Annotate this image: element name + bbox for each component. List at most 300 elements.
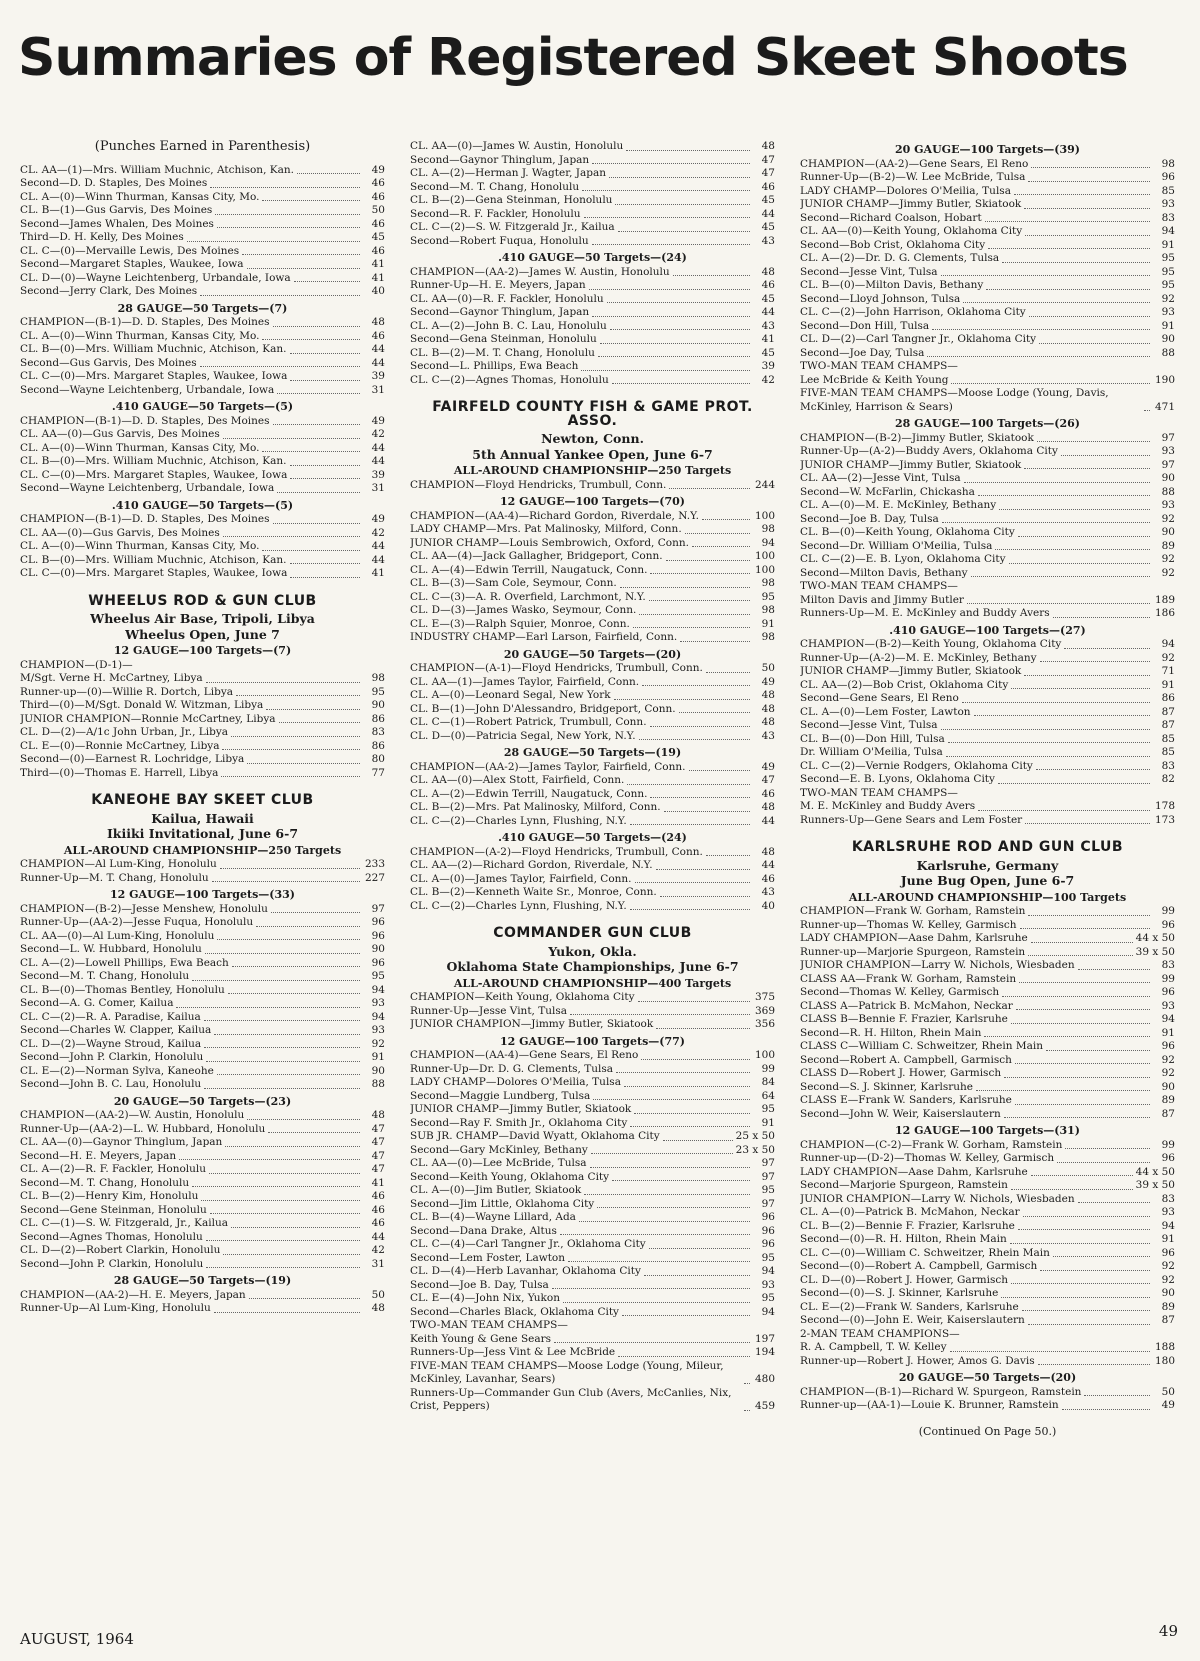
entry-text: JUNIOR CHAMP—Louis Sembrowich, Oxford, Conn. bbox=[410, 536, 689, 549]
result-entry bbox=[410, 1346, 775, 1360]
entry-text: Keith Young & Gene Sears bbox=[410, 1332, 552, 1345]
entry-score: 96 bbox=[761, 1238, 775, 1250]
club-location: Wheelus Air Base, Tripoli, Libya bbox=[90, 611, 315, 626]
dot-leader bbox=[1029, 316, 1150, 317]
entry-text: CL. C—(2)—R. A. Paradise, Kailua bbox=[20, 1010, 201, 1023]
dot-leader bbox=[627, 784, 750, 785]
result-entry bbox=[20, 713, 385, 727]
entry-score: 91 bbox=[761, 617, 775, 630]
dot-leader bbox=[1062, 1409, 1150, 1410]
dot-leader bbox=[201, 1200, 360, 1201]
entry-score: 84 bbox=[761, 1076, 775, 1088]
entry-score: 83 bbox=[1161, 959, 1175, 971]
result-entry bbox=[800, 1301, 1175, 1315]
result-entry bbox=[20, 231, 385, 245]
entry-score: 97 bbox=[1161, 458, 1175, 471]
dot-leader bbox=[179, 1159, 360, 1160]
result-entry bbox=[20, 245, 385, 259]
entry-text: CL. D—(2)—Robert Clarkin, Honolulu bbox=[20, 1244, 221, 1256]
result-entry bbox=[800, 1081, 1175, 1095]
dot-leader bbox=[1025, 235, 1150, 236]
section-heading: 12 GAUGE—100 Targets—(70) bbox=[500, 495, 685, 508]
entry-text: CL. D—(3)—James Wasko, Seymour, Conn. bbox=[410, 604, 637, 616]
entry-score: 99 bbox=[1161, 972, 1175, 985]
dot-leader bbox=[231, 736, 360, 737]
entry-text: CHAMPION—Keith Young, Oklahoma City bbox=[410, 991, 635, 1003]
entry-score: 96 bbox=[761, 1211, 775, 1223]
entry-text: CL. B—(0)—Don Hill, Tulsa bbox=[800, 732, 945, 745]
entry-text: FIVE-MAN TEAM CHAMPS—Moose Lodge (Young, Davis, McKinley, Harrison & Sears) bbox=[800, 387, 1109, 413]
dot-leader bbox=[209, 1173, 360, 1174]
result-entry bbox=[800, 1355, 1175, 1369]
result-entry bbox=[20, 1163, 385, 1177]
dot-leader bbox=[649, 600, 750, 601]
dot-leader bbox=[620, 587, 750, 588]
entry-score: 94 bbox=[371, 1010, 385, 1023]
dot-leader bbox=[1028, 915, 1150, 916]
entry-text: Runner-up—(AA-1)—Louie K. Brunner, Ramstein bbox=[800, 1399, 1059, 1411]
entry-text: CL. AA—(2)—Bob Crist, Oklahoma City bbox=[800, 678, 1009, 691]
entry-score: 46 bbox=[761, 180, 775, 193]
result-entry bbox=[410, 347, 775, 361]
dot-leader bbox=[1078, 1202, 1150, 1203]
dot-leader bbox=[656, 1028, 750, 1029]
entry-score: 94 bbox=[761, 1305, 775, 1318]
dot-leader bbox=[262, 550, 360, 551]
result-entry bbox=[20, 984, 385, 998]
entry-text: CL. AA—(1)—Mrs. William Muchnic, Atchison, Kan. bbox=[20, 163, 294, 176]
result-entry bbox=[800, 374, 1175, 388]
result-entry bbox=[410, 208, 775, 222]
dot-leader bbox=[1011, 1189, 1133, 1190]
entry-text: CL. C—(2)—S. W. Fitzgerald Jr., Kailua bbox=[410, 221, 615, 233]
entry-text: TWO-MAN TEAM CHAMPS— bbox=[800, 786, 958, 799]
result-entry bbox=[410, 1292, 775, 1306]
result-entry bbox=[20, 540, 385, 554]
entry-text: CL. A—(0)—Lem Foster, Lawton bbox=[800, 705, 971, 718]
entry-text: CL. C—(0)—Mrs. Margaret Staples, Waukee, Iowa bbox=[20, 468, 288, 481]
entry-text: CHAMPION—(B-2)—Keith Young, Oklahoma City bbox=[800, 638, 1062, 650]
dot-leader bbox=[247, 1119, 360, 1120]
dot-leader bbox=[692, 546, 750, 547]
entry-score: 83 bbox=[1161, 211, 1175, 224]
entry-text: CHAMPION—(B-2)—Jesse Menshew, Honolulu bbox=[20, 902, 268, 915]
dot-leader bbox=[582, 190, 750, 191]
entry-score: 42 bbox=[761, 373, 775, 386]
entry-score: 39 bbox=[371, 370, 385, 382]
dot-leader bbox=[630, 824, 750, 825]
entry-text: Second—Margaret Staples, Waukee, Iowa bbox=[20, 258, 244, 270]
entry-score: 92 bbox=[1161, 1273, 1175, 1286]
entry-text: CL. A—(0)—Winn Thurman, Kansas City, Mo. bbox=[20, 190, 260, 203]
dot-leader bbox=[1022, 1310, 1150, 1311]
entry-score: 83 bbox=[371, 726, 385, 738]
dot-leader bbox=[584, 217, 751, 218]
result-entry bbox=[410, 1238, 775, 1252]
entry-text: CL. C—(2)—John Harrison, Oklahoma City bbox=[800, 306, 1026, 318]
dot-leader bbox=[277, 393, 360, 394]
entry-score: 87 bbox=[1161, 1314, 1175, 1326]
dot-leader bbox=[986, 289, 1150, 290]
entry-score: 98 bbox=[761, 604, 775, 616]
entry-score: 88 bbox=[371, 1078, 385, 1090]
entry-score: 83 bbox=[1161, 1192, 1175, 1205]
dot-leader bbox=[591, 1153, 733, 1154]
club-location: Karlsruhe, Germany bbox=[916, 857, 1059, 873]
result-entry bbox=[410, 604, 775, 618]
result-entry bbox=[800, 932, 1175, 946]
dot-leader bbox=[592, 244, 750, 245]
entry-text: CHAMPION—(A-1)—Floyd Hendricks, Trumbull, Conn. bbox=[410, 662, 703, 674]
entry-score: 47 bbox=[761, 167, 775, 179]
result-entry bbox=[800, 279, 1175, 293]
dot-leader bbox=[266, 709, 360, 710]
entry-score: 95 bbox=[1161, 252, 1175, 264]
entry-score: 194 bbox=[754, 1346, 775, 1358]
result-entry bbox=[800, 185, 1175, 199]
result-entry bbox=[800, 919, 1175, 933]
result-entry bbox=[20, 916, 385, 930]
entry-score: 97 bbox=[761, 1197, 775, 1210]
continued-note: (Continued On Page 50.) bbox=[918, 1424, 1057, 1438]
result-entry bbox=[410, 140, 775, 154]
entry-score: 91 bbox=[1161, 678, 1175, 691]
dot-leader bbox=[1019, 982, 1150, 983]
dot-leader bbox=[998, 783, 1150, 784]
result-entry bbox=[410, 1279, 775, 1293]
result-entry bbox=[410, 1018, 775, 1032]
entry-text: TWO-MAN TEAM CHAMPS— bbox=[410, 1319, 568, 1331]
entry-text: Second—Dana Drake, Altus bbox=[410, 1224, 557, 1237]
entry-text: LADY CHAMP—Dolores O'Meilia, Tulsa bbox=[410, 1076, 621, 1088]
result-entry bbox=[20, 1204, 385, 1218]
entry-text: Runner-Up—M. T. Chang, Honolulu bbox=[20, 871, 209, 884]
entry-text: R. A. Campbell, T. W. Kelley bbox=[800, 1341, 947, 1353]
entry-score: 48 bbox=[371, 316, 385, 328]
dot-leader bbox=[1144, 410, 1150, 411]
entry-text: Second—(0)—S. J. Skinner, Karlsruhe bbox=[800, 1287, 999, 1299]
entry-score: 97 bbox=[761, 1157, 775, 1169]
result-entry bbox=[20, 672, 385, 686]
entry-text: JUNIOR CHAMP—Jimmy Butler, Skiatook bbox=[410, 1103, 632, 1115]
entry-text: CL. C—(0)—Mrs. Margaret Staples, Waukee, Iowa bbox=[20, 370, 288, 382]
entry-score: 98 bbox=[761, 631, 775, 643]
entry-text: Runner-Up—Dr. D. G. Clements, Tulsa bbox=[410, 1062, 614, 1075]
entry-score: 44 bbox=[761, 859, 775, 871]
dot-leader bbox=[609, 177, 750, 178]
entry-score: 39 bbox=[761, 360, 775, 372]
entry-score: 44 bbox=[371, 540, 385, 552]
entry-score: 90 bbox=[1161, 1080, 1175, 1093]
dot-leader bbox=[204, 1020, 360, 1021]
entry-score: 173 bbox=[1154, 813, 1175, 826]
entry-text: CL. C—(1)—Robert Patrick, Trumbull, Conn. bbox=[410, 716, 647, 728]
result-entry bbox=[410, 1063, 775, 1077]
dot-leader bbox=[744, 1383, 750, 1384]
dot-leader bbox=[1057, 1162, 1150, 1163]
entry-text: Second—L. W. Hubbard, Honolulu bbox=[20, 943, 202, 955]
entry-score: 95 bbox=[761, 1292, 775, 1304]
entry-score: 95 bbox=[1161, 265, 1175, 278]
result-entry bbox=[800, 1399, 1175, 1413]
dot-leader bbox=[223, 1254, 360, 1255]
result-entry bbox=[800, 692, 1175, 706]
entry-text: CL. C—(2)—E. B. Lyon, Oklahoma City bbox=[800, 553, 1006, 565]
entry-text: Second—Marjorie Spurgeon, Ramstein bbox=[800, 1179, 1008, 1191]
entry-score: 85 bbox=[1161, 184, 1175, 197]
dot-leader bbox=[964, 482, 1150, 483]
result-entry bbox=[410, 333, 775, 347]
entry-text: CL. A—(2)—John B. C. Lau, Honolulu bbox=[410, 319, 607, 332]
result-entry bbox=[410, 523, 775, 537]
dot-leader bbox=[641, 1059, 750, 1060]
result-entry bbox=[800, 1000, 1175, 1014]
dot-leader bbox=[1038, 1364, 1150, 1365]
entry-text: Second—M. T. Chang, Honolulu bbox=[20, 970, 190, 982]
entry-text: Second—Lem Foster, Lawton bbox=[410, 1251, 565, 1264]
entry-text: CL. B—(0)—Mrs. William Muchnic, Atchison, Kan. bbox=[20, 553, 287, 566]
entry-text: CL. B—(0)—Mrs. William Muchnic, Atchison, Kan. bbox=[20, 343, 287, 355]
result-entry bbox=[20, 943, 385, 957]
entry-text: Second—D. D. Staples, Des Moines bbox=[20, 177, 208, 189]
result-entry bbox=[800, 445, 1175, 459]
result-entry bbox=[20, 428, 385, 442]
result-entry bbox=[20, 1190, 385, 1204]
entry-score: 49 bbox=[371, 513, 385, 525]
section-heading: 12 GAUGE—100 Targets—(31) bbox=[895, 1124, 1080, 1137]
result-entry bbox=[20, 1136, 385, 1150]
dot-leader bbox=[650, 573, 750, 574]
result-entry bbox=[20, 767, 385, 781]
entry-score: 91 bbox=[371, 1051, 385, 1063]
dot-leader bbox=[635, 882, 750, 883]
entry-text: JUNIOR CHAMPION—Jimmy Butler, Skiatook bbox=[410, 1018, 654, 1030]
entry-text: Second—Bob Crist, Oklahoma City bbox=[800, 238, 986, 251]
entry-text: CL. A—(0)—M. E. McKinley, Bethany bbox=[800, 499, 997, 511]
entry-text: Second—Ray F. Smith Jr., Oklahoma City bbox=[410, 1116, 628, 1129]
dot-leader bbox=[290, 353, 360, 354]
entry-text: Runner-up—(0)—Willie R. Dortch, Libya bbox=[20, 685, 234, 698]
dot-leader bbox=[290, 380, 360, 381]
entry-text: CL. D—(2)—A/1c John Urban, Jr., Libya bbox=[20, 726, 229, 738]
event-name: 5th Annual Yankee Open, June 6-7 bbox=[472, 446, 713, 462]
result-entry bbox=[410, 360, 775, 374]
dot-leader bbox=[210, 187, 360, 188]
entry-score: 31 bbox=[371, 482, 385, 494]
result-entry bbox=[800, 499, 1175, 513]
entry-score: 48 bbox=[761, 702, 775, 715]
entry-text: CHAMPION—(AA-2)—James W. Austin, Honolulu bbox=[410, 265, 670, 278]
entry-score: 93 bbox=[1161, 445, 1175, 457]
entry-text: Second—A. G. Comer, Kailua bbox=[20, 997, 174, 1009]
club-location: Newton, Conn. bbox=[541, 431, 644, 446]
result-entry bbox=[410, 1144, 775, 1158]
dot-leader bbox=[932, 329, 1150, 330]
entry-text: CHAMPION—(B-1)—D. D. Staples, Des Moines bbox=[20, 316, 270, 328]
result-entry bbox=[20, 415, 385, 429]
entry-score: 82 bbox=[1161, 773, 1175, 785]
entry-score: 89 bbox=[1161, 539, 1175, 552]
club-name: COMMANDER GUN CLUB bbox=[493, 925, 692, 941]
entry-score: 92 bbox=[1161, 566, 1175, 579]
dot-leader bbox=[204, 1088, 360, 1089]
result-entry bbox=[20, 740, 385, 754]
entry-score: 188 bbox=[1154, 1341, 1175, 1353]
dot-leader bbox=[249, 1298, 360, 1299]
dot-leader bbox=[1025, 823, 1150, 824]
entry-text: CHAMPION—(A-2)—Floyd Hendricks, Trumbull, Conn. bbox=[410, 845, 703, 858]
dot-leader bbox=[985, 221, 1150, 222]
entry-score: 49 bbox=[371, 163, 385, 176]
result-entry bbox=[20, 455, 385, 469]
result-entry bbox=[800, 787, 1175, 801]
result-entry bbox=[800, 652, 1175, 666]
entry-text: CL. AA—(2)—Richard Gordon, Riverdale, N.Y. bbox=[410, 859, 653, 871]
entry-text: Second—(0)—R. H. Hilton, Rhein Main bbox=[800, 1233, 1007, 1245]
entry-text: CL. A—(0)—Jim Butler, Skiatook bbox=[410, 1184, 582, 1196]
entry-text: CHAMPION—(AA-2)—James Taylor, Fairfield, Conn. bbox=[410, 760, 686, 773]
result-entry bbox=[20, 872, 385, 886]
entry-score: 96 bbox=[371, 929, 385, 942]
dot-leader bbox=[1004, 1117, 1150, 1118]
entry-score: 39 bbox=[371, 468, 385, 481]
dot-leader bbox=[247, 763, 360, 764]
dot-leader bbox=[1053, 1256, 1150, 1257]
entry-score: 46 bbox=[371, 329, 385, 342]
entry-score: 44 bbox=[371, 441, 385, 454]
result-entry bbox=[800, 553, 1175, 567]
dot-leader bbox=[554, 1342, 750, 1343]
result-entry bbox=[20, 726, 385, 740]
result-entry bbox=[800, 1193, 1175, 1207]
entry-text: CL. C—(2)—Charles Lynn, Flushing, N.Y. bbox=[410, 814, 627, 827]
dot-leader bbox=[228, 993, 360, 994]
result-entry bbox=[800, 1247, 1175, 1261]
result-entry bbox=[410, 662, 775, 676]
entry-score: 93 bbox=[761, 1278, 775, 1291]
entry-text: JUNIOR CHAMP—Jimmy Butler, Skiatook bbox=[800, 458, 1022, 471]
entry-score: 44 bbox=[761, 306, 775, 318]
entry-text: Second—S. J. Skinner, Karlsruhe bbox=[800, 1080, 973, 1093]
entry-text: JUNIOR CHAMP—Jimmy Butler, Skiatook bbox=[800, 665, 1022, 677]
dot-leader bbox=[1084, 1395, 1150, 1396]
result-entry bbox=[410, 550, 775, 564]
result-entry bbox=[410, 1090, 775, 1104]
section-heading: .410 GAUGE—50 Targets—(24) bbox=[498, 831, 687, 844]
dot-leader bbox=[1031, 1175, 1133, 1176]
entry-text: CHAMPION—Al Lum-King, Honolulu bbox=[20, 858, 217, 870]
entry-text: CL. B—(0)—Mrs. William Muchnic, Atchison, Kan. bbox=[20, 455, 287, 467]
entry-score: 96 bbox=[1161, 918, 1175, 931]
entry-text: Runner-Up—(B-2)—W. Lee McBride, Tulsa bbox=[800, 171, 1026, 183]
result-entry bbox=[800, 1206, 1175, 1220]
dot-leader bbox=[277, 492, 360, 493]
result-entry bbox=[800, 679, 1175, 693]
result-entry bbox=[800, 266, 1175, 280]
entry-score: 49 bbox=[761, 760, 775, 773]
entry-score: 40 bbox=[371, 285, 385, 297]
entry-score: 90 bbox=[371, 1064, 385, 1077]
entry-text: CL. AA—(0)—Lee McBride, Tulsa bbox=[410, 1157, 587, 1169]
entry-text: CL. AA—(4)—Jack Gallagher, Bridgeport, Conn. bbox=[410, 550, 663, 562]
page-number: 49 bbox=[1158, 1622, 1178, 1640]
entry-score: 46 bbox=[371, 190, 385, 203]
result-entry bbox=[20, 1123, 385, 1137]
entry-text: Second—Milton Davis, Bethany bbox=[800, 566, 968, 579]
result-entry bbox=[20, 272, 385, 286]
result-entry bbox=[20, 1078, 385, 1092]
dot-leader bbox=[570, 1014, 750, 1015]
entry-text: Second—Charles W. Clapper, Kailua bbox=[20, 1024, 212, 1036]
dot-leader bbox=[644, 1275, 750, 1276]
entry-score: 46 bbox=[761, 279, 775, 291]
dot-leader bbox=[1064, 648, 1150, 649]
entry-text: CHAMPION—Frank W. Gorham, Ramstein bbox=[800, 905, 1026, 917]
entry-text: Second—James Whalen, Des Moines bbox=[20, 217, 214, 230]
dot-leader bbox=[1040, 1270, 1150, 1271]
dot-leader bbox=[633, 627, 750, 628]
entry-text: LADY CHAMP—Dolores O'Meilia, Tulsa bbox=[800, 184, 1011, 197]
dot-leader bbox=[660, 896, 750, 897]
dot-leader bbox=[706, 855, 750, 856]
dot-leader bbox=[273, 523, 361, 524]
dot-leader bbox=[214, 1034, 360, 1035]
entry-text: CL. AA—(1)—James Taylor, Fairfield, Conn. bbox=[410, 675, 640, 688]
result-entry bbox=[800, 580, 1175, 594]
dot-leader bbox=[656, 869, 750, 870]
entry-score: 45 bbox=[761, 221, 775, 233]
dot-leader bbox=[600, 343, 750, 344]
dot-leader bbox=[976, 1090, 1150, 1091]
entry-text: Second—John P. Clarkin, Honolulu bbox=[20, 1051, 204, 1063]
entry-score: 480 bbox=[754, 1373, 775, 1385]
entry-score: 90 bbox=[1161, 1287, 1175, 1299]
dot-leader bbox=[273, 424, 361, 425]
entry-text: Second—Gary McKinley, Bethany bbox=[410, 1143, 588, 1156]
entry-text: CL. A—(2)—R. F. Fackler, Honolulu bbox=[20, 1163, 207, 1175]
result-entry bbox=[20, 191, 385, 205]
entry-score: 90 bbox=[1161, 472, 1175, 484]
entry-score: 100 bbox=[754, 563, 775, 576]
dot-leader bbox=[669, 488, 750, 489]
result-entry bbox=[800, 1341, 1175, 1355]
dot-leader bbox=[1016, 1009, 1150, 1010]
entry-text: Runners-Up—Gene Sears and Lem Foster bbox=[800, 813, 1023, 826]
entry-text: CL. B—(2)—Gena Steinman, Honolulu bbox=[410, 194, 613, 206]
entry-score: 369 bbox=[754, 1004, 775, 1017]
entry-text: Second—(0)—John E. Weir, Kaiserslautern bbox=[800, 1314, 1025, 1326]
entry-score: 48 bbox=[761, 716, 775, 728]
entry-score: 42 bbox=[371, 1244, 385, 1256]
column-3-content bbox=[800, 143, 1175, 1438]
result-entry bbox=[800, 1094, 1175, 1108]
entry-score: 39 x 50 bbox=[1135, 945, 1175, 958]
entry-score: 93 bbox=[371, 1024, 385, 1036]
dot-leader bbox=[962, 702, 1150, 703]
entry-score: 49 bbox=[371, 414, 385, 427]
result-entry bbox=[800, 719, 1175, 733]
entry-text: Second—E. B. Lyons, Oklahoma City bbox=[800, 773, 995, 785]
entry-text: Second—Richard Coalson, Hobart bbox=[800, 211, 982, 224]
entry-score: 459 bbox=[754, 1400, 775, 1412]
entry-score: 94 bbox=[371, 983, 385, 996]
result-entry bbox=[20, 659, 385, 673]
dot-leader bbox=[630, 1126, 750, 1127]
dot-leader bbox=[663, 1140, 733, 1141]
result-entry bbox=[410, 1360, 775, 1387]
entry-text: Second—John P. Clarkin, Honolulu bbox=[20, 1257, 204, 1270]
dot-leader bbox=[247, 268, 360, 269]
